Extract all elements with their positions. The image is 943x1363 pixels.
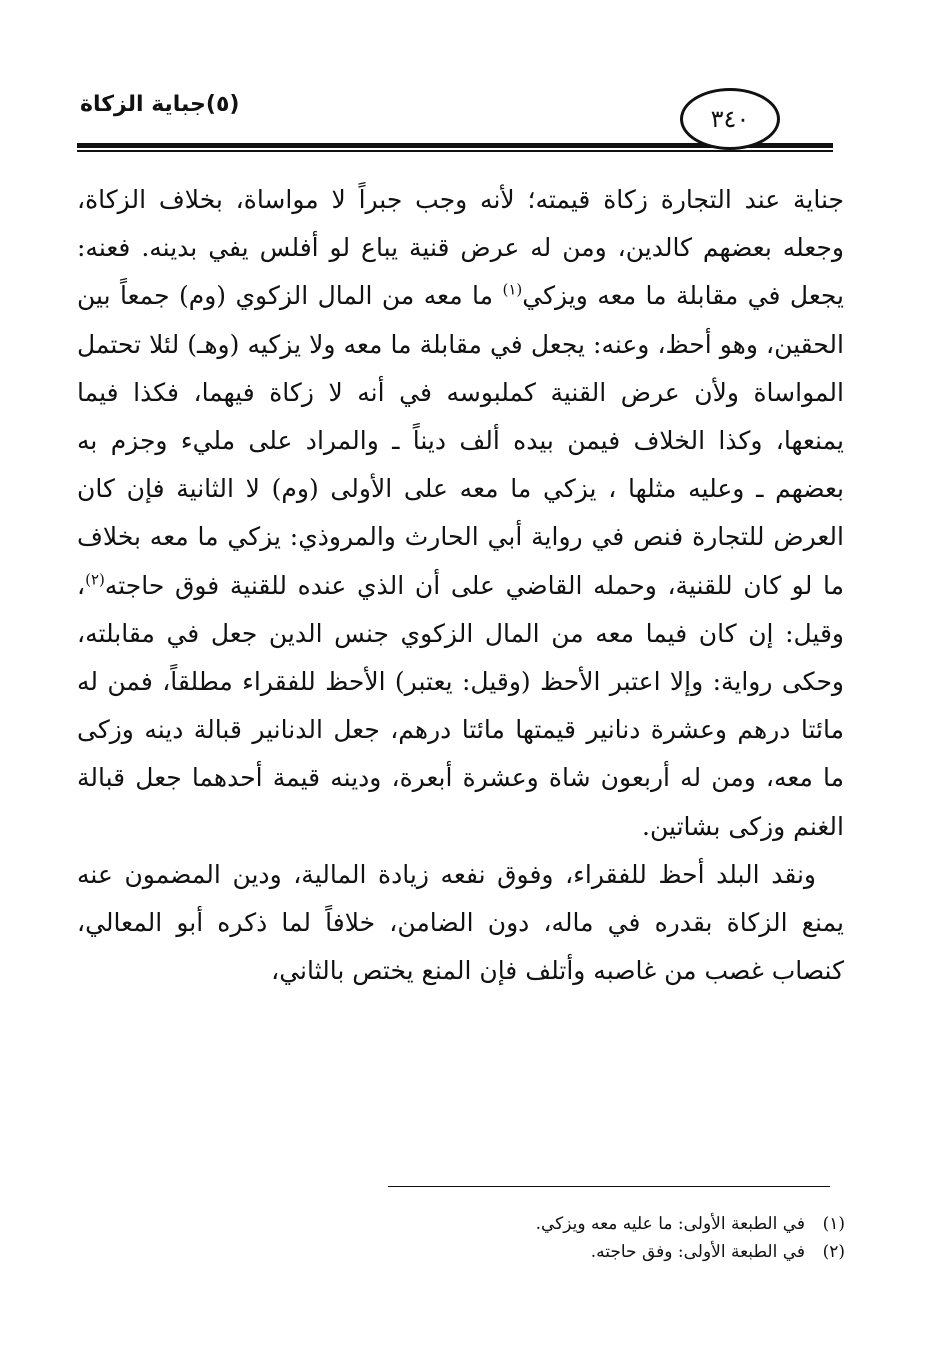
main-text	[77, 176, 844, 995]
footnote-ref-2[interactable]: (٢)	[85, 570, 105, 589]
footnote-1	[300, 1210, 845, 1238]
footnotes	[300, 1210, 845, 1266]
paragraph-1	[77, 176, 844, 851]
footnote-text: في الطبعة الأولى: وفق حاجته.	[590, 1242, 805, 1262]
paragraph-1-part-3: ، وقيل: إن كان فيما معه من المال الزكوي جنس الدين جعل في مقابلته، وحكى رواية: وإلا اعتبر الأحظ (وقيل: يعتبر) الأحظ للفقراء مطلقاً، فمن له مائتا درهم وعشرة دنانير قيمتها مائتا درهم، جعل الدنانير قبالة دينه وزكى ما معه، ومن له أربعون شاة وعشرة أبعرة، ودينه قيمة أحدهما جعل قبالة الغنم وزكى بشاتين.	[77, 570, 844, 841]
header-rule-thin	[77, 150, 833, 152]
footnote-separator	[388, 1186, 830, 1187]
paragraph-1-part-2: ما معه من المال الزكوي (وم) جمعاً بين الحقين، وهو أحظ، وعنه: يجعل في مقابلة ما معه ولا يزكيه (وهـ) لئلا تحتمل المواساة ولأن عرض القنية كملبوسه في أنه لا زكاة فيهما، فكذا فيما يمنعها، وكذا الخلاف فيمن بيده ألف ديناً ـ والمراد على مليء وجزم به بعضهم ـ وعليه مثلها ، يزكي ما معه على الأولى (وم) لا الثانية فإن كان العرض للتجارة فنص في رواية أبي الحارث والمروذي: يزكي ما معه بخلاف ما لو كان للقنية، وحمله القاضي على أن الذي عنده للقنية فوق حاجته	[77, 281, 844, 600]
running-header-title: (٥)جباية الزكاة	[80, 92, 240, 117]
footnote-ref-1[interactable]: (١)	[502, 281, 523, 300]
footnote-2	[300, 1238, 845, 1266]
paragraph-2: ونقد البلد أحظ للفقراء، وفوق نفعه زيادة المالية، ودين المضمون عنه يمنع الزكاة بقدره في ماله، دون الضامن، خلافاً لما ذكره أبو المعالي، كنصاب غصب من غاصبه وأتلف فإن المنع يختص بالثاني،	[77, 859, 844, 986]
page-number-oval	[680, 88, 780, 150]
page-number: ٣٤٠	[710, 105, 750, 133]
footnote-text: في الطبعة الأولى: ما عليه معه ويزكي.	[535, 1214, 805, 1234]
footnote-number: (٢)	[822, 1242, 845, 1262]
paragraph-1-part-1: جناية عند التجارة زكاة قيمته؛ لأنه وجب جبراً لا مواساة، بخلاف الزكاة، وجعله بعضهم كالدين، ومن له عرض قنية يباع لو أفلس يفي بدينه. فعنه: يجعل في مقابلة ما معه ويزكي	[77, 185, 844, 311]
footnote-number: (١)	[822, 1214, 845, 1234]
